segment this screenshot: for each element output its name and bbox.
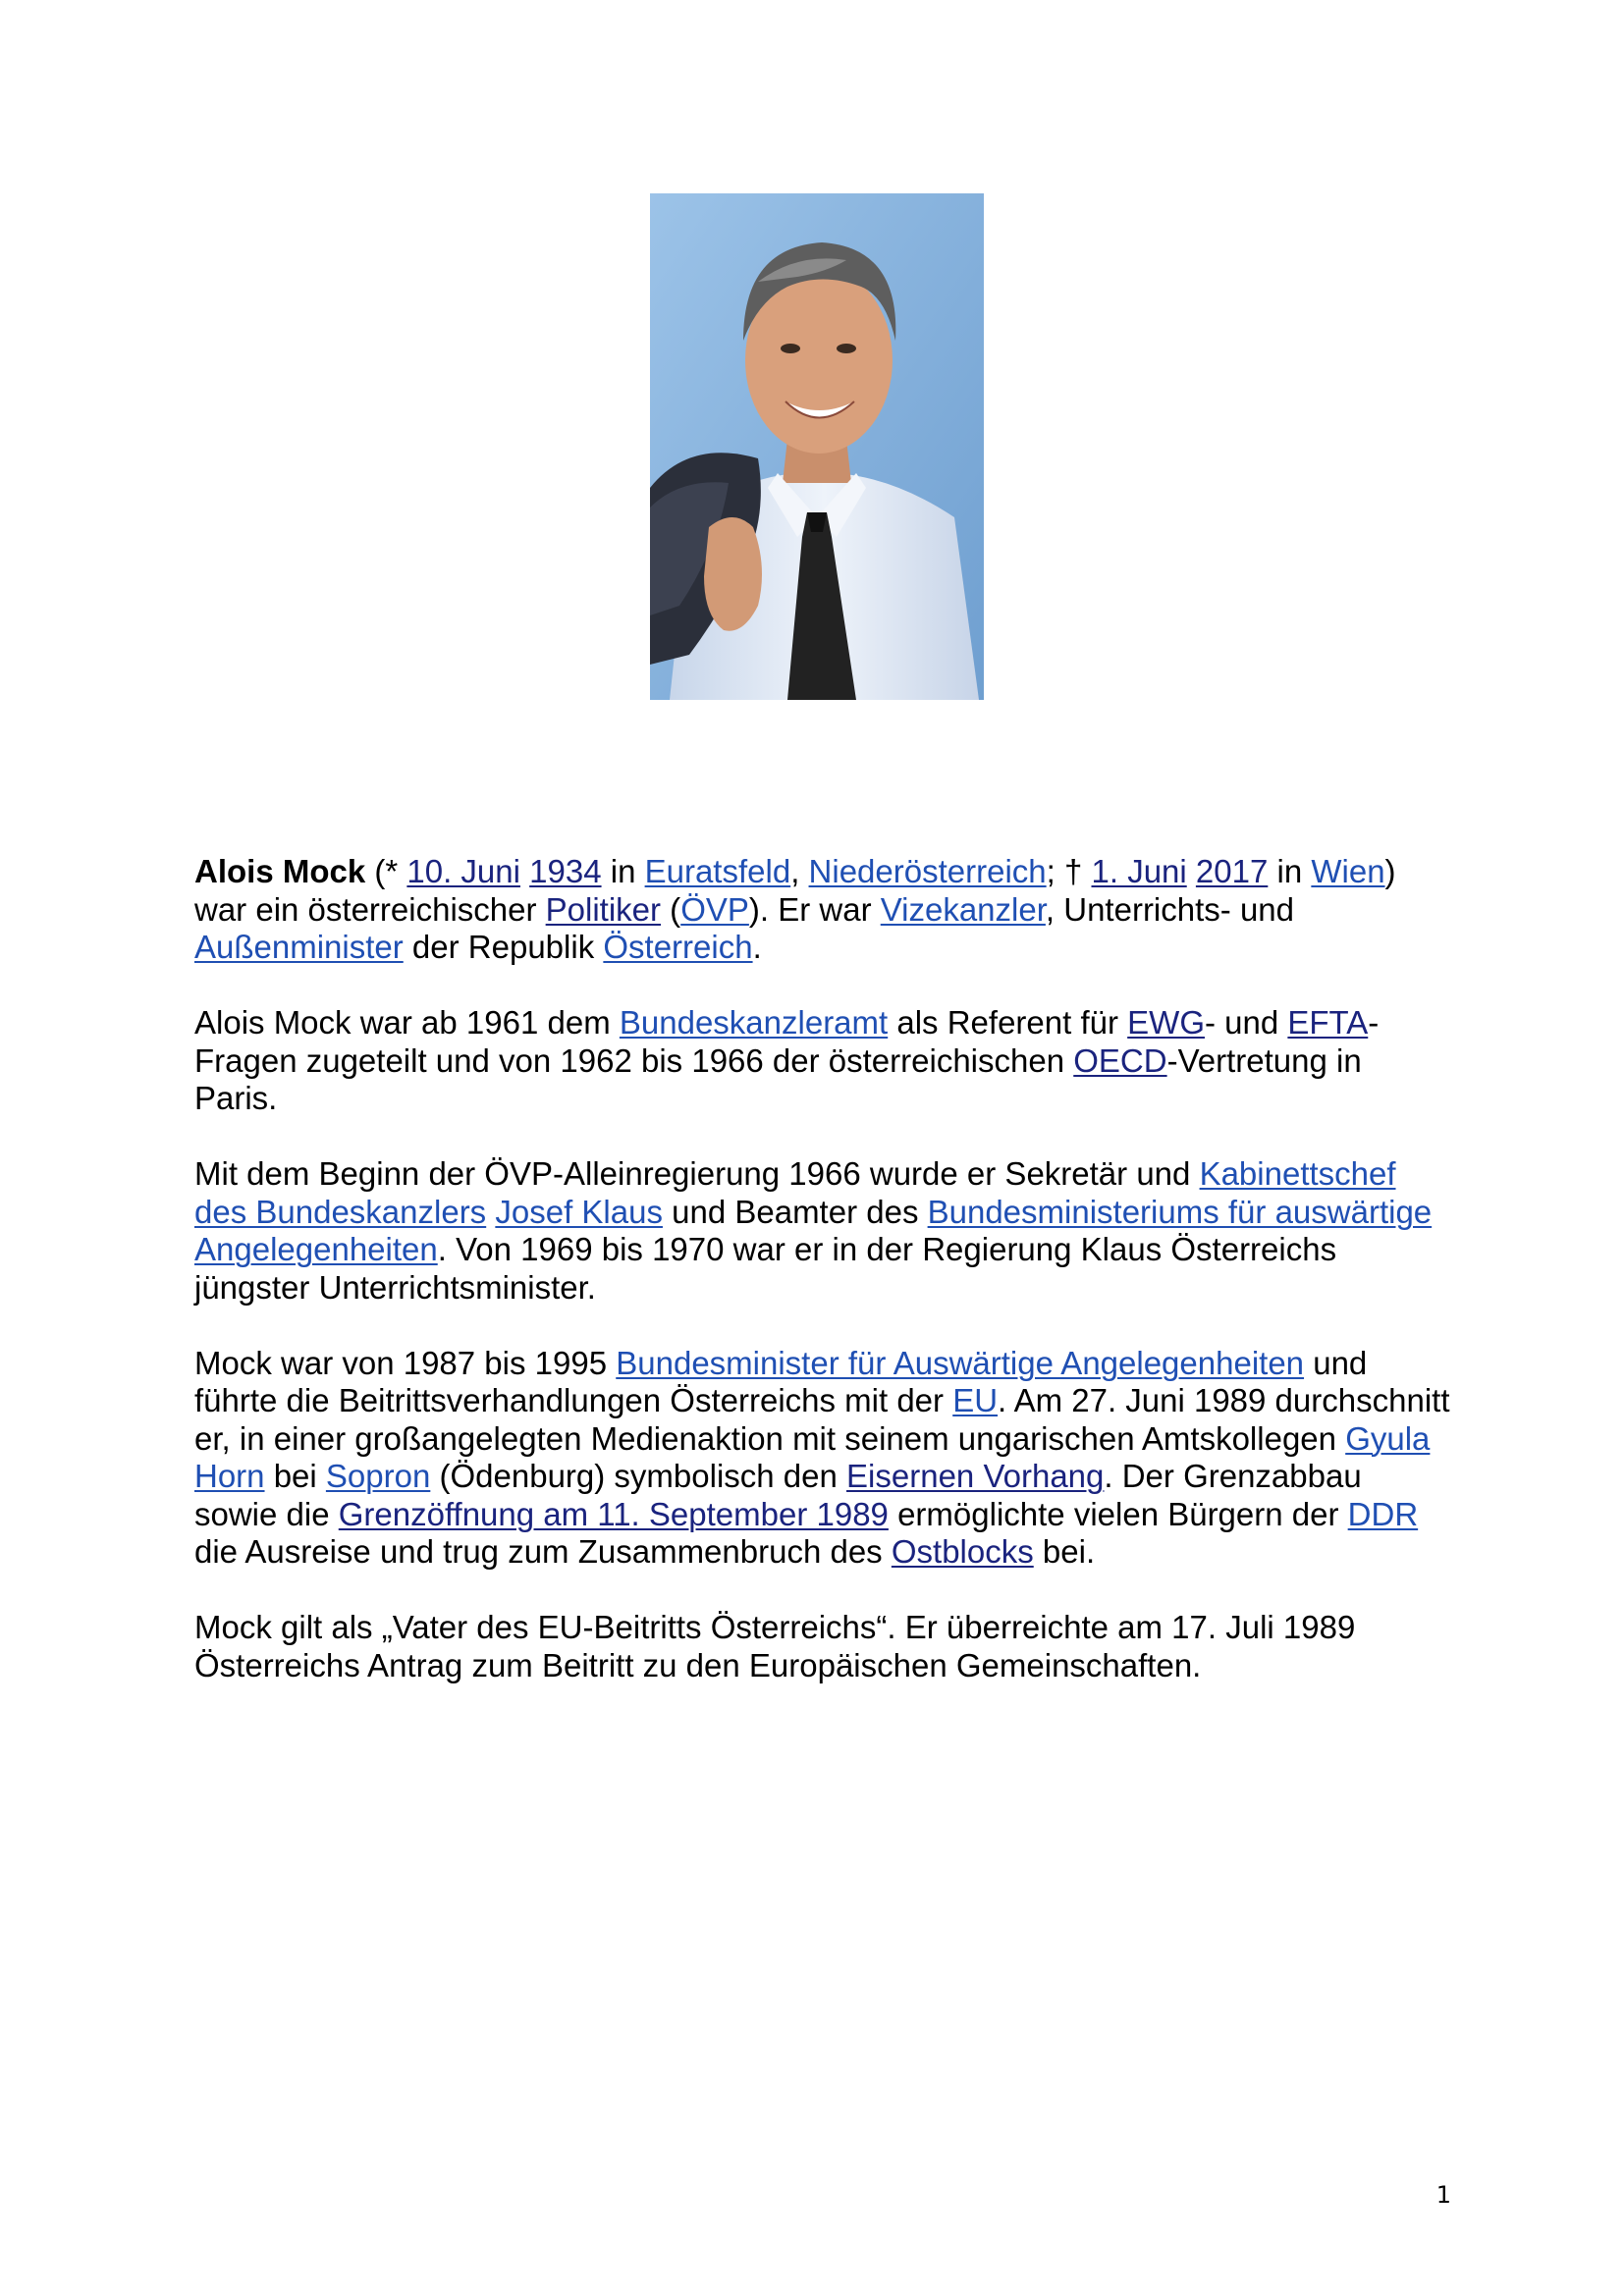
- link-sopron[interactable]: Sopron: [325, 1458, 431, 1494]
- link-1-juni[interactable]: 1. Juni: [1091, 853, 1187, 889]
- link-oevp[interactable]: ÖVP: [680, 890, 749, 928]
- link-aussenminister[interactable]: Außenminister: [194, 929, 404, 965]
- link-niederoesterreich[interactable]: Niederösterreich: [808, 853, 1047, 889]
- link-ostblocks[interactable]: Ostblocks: [891, 1533, 1034, 1570]
- link-gyula-horn[interactable]: Gyula Horn: [194, 1419, 1431, 1494]
- portrait-photo: [650, 193, 984, 700]
- link-eiserner-vorhang[interactable]: Eisernen Vorhang: [846, 1458, 1105, 1494]
- paragraph-kabinett: Mit dem Beginn der ÖVP-Alleinregierung 1966 wurde er Sekretär und Kabinettschef des Bundeskanzlers Josef Klaus und Beamter des Bundesministeriums für auswärtige Angelegenheiten. Von 1969 bis 1970 war er in der Regierung Klaus Österreichs jüngster Unterrichtsminister.: [194, 1155, 1433, 1306]
- link-grenzoeffnung[interactable]: Grenzöffnung am 11. September 1989: [338, 1495, 889, 1532]
- link-efta[interactable]: EFTA: [1287, 1004, 1369, 1041]
- link-kabinettschef[interactable]: Kabinettschef des Bundeskanzlers: [194, 1155, 1396, 1230]
- paragraph-aussenminister: Mock war von 1987 bis 1995 Bundesminister für Auswärtige Angelegenheiten und führte die Beitrittsverhandlungen Österreichs mit der EU. Am 27. Juni 1989 durchschnitt er, in einer großangelegten Medienaktion mit seinem ungarischen Amtskollegen Gyula Horn bei Sopron (Ödenburg) symbolisch den Eisernen Vorhang. Der Grenzabbau sowie die Grenzöffnung am 11. September 1989 ermöglichte vielen Bürgern der DDR die Ausreise und trug zum Zusammenbruch des Ostblocks bei.: [194, 1344, 1450, 1570]
- article-text: [194, 853, 1451, 1723]
- portrait-photo-icon: [650, 193, 984, 700]
- link-10-juni[interactable]: 10. Juni: [406, 853, 520, 889]
- link-ewg[interactable]: EWG: [1127, 1004, 1205, 1041]
- link-euratsfeld[interactable]: Euratsfeld: [644, 853, 791, 889]
- link-bundesminister-aa[interactable]: Bundesminister für Auswärtige Angelegenheiten: [616, 1344, 1305, 1381]
- link-eu[interactable]: EU: [952, 1382, 999, 1418]
- paragraph-eu-beitritt: Mock gilt als „Vater des EU-Beitritts Österreichs“. Er überreichte am 17. Juli 1989 Österreichs Antrag zum Beitritt zu den Europäischen Gemeinschaften.: [194, 1609, 1356, 1683]
- link-2017[interactable]: 2017: [1195, 853, 1269, 889]
- link-oesterreich[interactable]: Österreich: [603, 929, 753, 965]
- link-oecd[interactable]: OECD: [1073, 1041, 1167, 1079]
- link-wien[interactable]: Wien: [1311, 853, 1385, 889]
- link-josef-klaus[interactable]: Josef Klaus: [495, 1193, 663, 1230]
- link-bundesministerium[interactable]: Bundesministeriums für auswärtige Angelegenheiten: [194, 1193, 1433, 1267]
- link-politiker[interactable]: Politiker: [545, 890, 662, 928]
- link-vizekanzler[interactable]: Vizekanzler: [880, 890, 1046, 928]
- page-number: 1: [1435, 2181, 1451, 2209]
- link-ddr[interactable]: DDR: [1347, 1495, 1419, 1532]
- person-name: Alois Mock: [194, 853, 366, 889]
- paragraph-intro: Alois Mock (* 10. Juni 1934 in Euratsfeld, Niederösterreich; † 1. Juni 2017 in Wien) war ein österreichischer Politiker (ÖVP). Er war Vizekanzler, Unterrichts- und Außenminister der Republik Österreich.: [194, 853, 1396, 965]
- paragraph-early-career: Alois Mock war ab 1961 dem Bundeskanzleramt als Referent für EWG- und EFTA-Fragen zugeteilt und von 1962 bis 1966 der österreichischen OECD-Vertretung in Paris.: [194, 1004, 1380, 1116]
- link-1934[interactable]: 1934: [529, 853, 602, 889]
- link-bundeskanzleramt[interactable]: Bundeskanzleramt: [619, 1004, 889, 1041]
